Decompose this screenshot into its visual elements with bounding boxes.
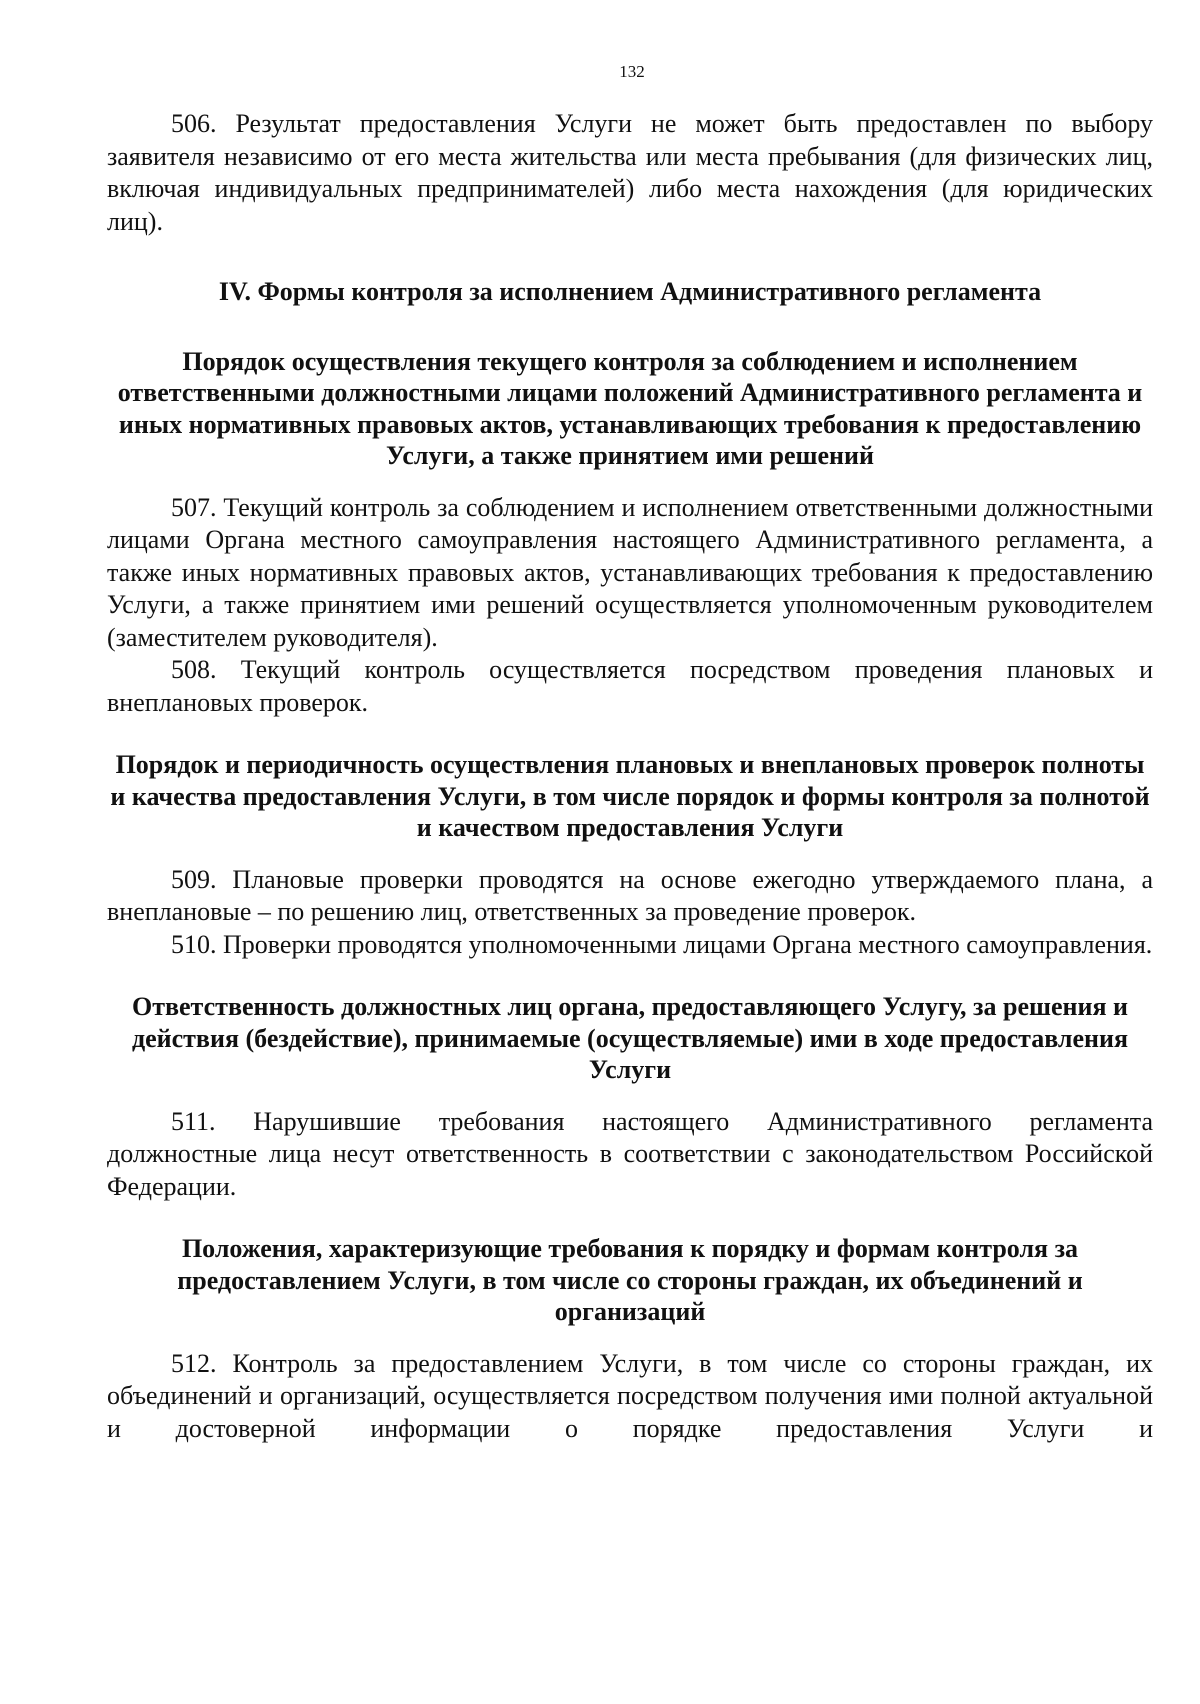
paragraph-511: 511. Нарушившие требования настоящего Административного регламента должностные лица несут ответственность в соответствии с законодательством Российской Федерации. (107, 1106, 1153, 1201)
paragraph-512: 512. Контроль за предоставлением Услуги, в том числе со стороны граждан, их объединений и организаций, осуществляется посредством получения ими полной актуальной и достоверной информации о порядке предоставления Услуги и (107, 1348, 1153, 1443)
heading-inspections: Порядок и периодичность осуществления плановых и внеплановых проверок полноты и качества предоставления Услуги, в том числе порядок и формы контроля за полнотой и качеством предоставления Услуги (110, 750, 1150, 842)
heading-responsibility: Ответственность должностных лиц органа, предоставляющего Услугу, за решения и действия (бездействие), принимаемые (осуществляемые) ими в ходе предоставления Услуги (131, 992, 1129, 1084)
document-body (107, 108, 1153, 1445)
paragraph-509: 509. Плановые проверки проводятся на основе ежегодно утверждаемого плана, а внеплановые – по решению лиц, ответственных за проведение проверок. (107, 864, 1153, 926)
paragraph-510: 510. Проверки проводятся уполномоченными лицами Органа местного самоуправления. (171, 929, 1153, 959)
section-title: IV. Формы контроля за исполнением Административного регламента (218, 277, 1042, 306)
heading-current-control: Порядок осуществления текущего контроля за соблюдением и исполнением ответственными должностными лицами положений Административного регламента и иных нормативных правовых актов, устанавливающих требования к предоставлению Услуги, а также принятием ими решений (117, 346, 1143, 470)
page-number: 132 (619, 62, 645, 81)
paragraph-506: 506. Результат предоставления Услуги не может быть предоставлен по выбору заявителя независимо от его места жительства или места пребывания (для физических лиц, включая индивидуальных предпринимателей) либо места нахождения (для юридических лиц). (107, 109, 1153, 236)
paragraph-508: 508. Текущий контроль осуществляется посредством проведения плановых и внеплановых проверок. (107, 655, 1153, 717)
paragraph-507: 507. Текущий контроль за соблюдением и исполнением ответственными должностными лицами Органа местного самоуправления настоящего Административного регламента, а также иных нормативных правовых актов, устанавливающих требования к предоставлению Услуги, а также принятием ими решений осуществляется уполномоченным руководителем (заместителем руководителя). (107, 492, 1153, 652)
heading-citizen-control: Положения, характеризующие требования к порядку и формам контроля за предоставлением Услуги, в том числе со стороны граждан, их объединений и организаций (177, 1234, 1083, 1326)
